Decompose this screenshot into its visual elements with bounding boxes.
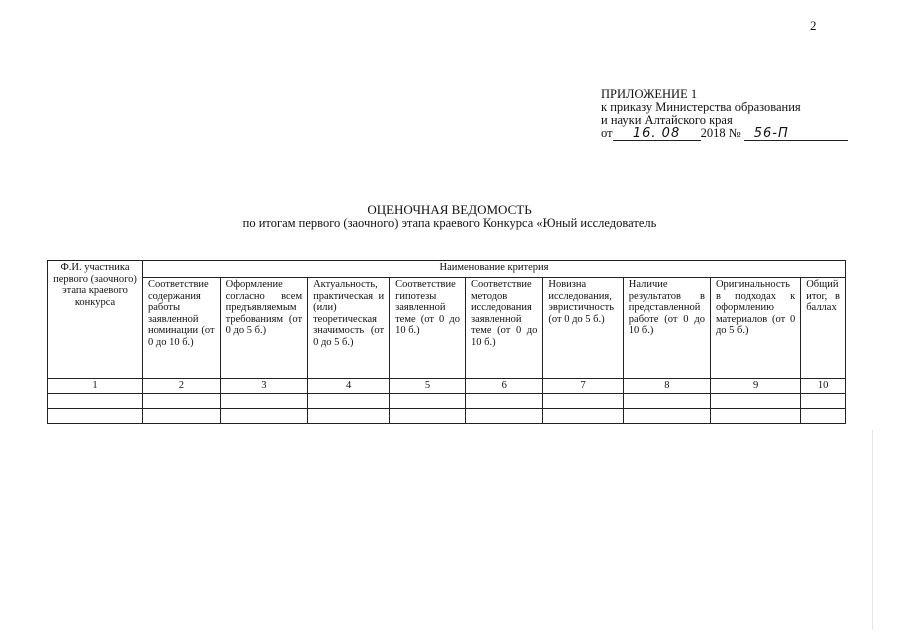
document-title: ОЦЕНОЧНАЯ ВЕДОМОСТЬ bbox=[367, 202, 532, 217]
criterion-cell: Новизна исследования, эвристичность (от 0 до 5 б.) bbox=[543, 278, 623, 379]
evaluation-table bbox=[47, 260, 846, 424]
fio-header: Ф.И. участника первого (заочного) этапа краевого конкурса bbox=[48, 261, 143, 379]
criterion-cell: Оформление согласно всем предъявляемым требованиям (от 0 до 5 б.) bbox=[220, 278, 307, 379]
empty-cell bbox=[48, 393, 143, 408]
empty-row bbox=[48, 408, 846, 423]
empty-cell bbox=[710, 393, 800, 408]
empty-cell bbox=[543, 393, 623, 408]
criterion-cell: Актуальность, практическая и (или) теоретическая значимость (от 0 до 5 б.) bbox=[308, 278, 390, 379]
appendix-title: ПРИЛОЖЕНИЕ 1 bbox=[601, 87, 698, 101]
empty-cell bbox=[466, 408, 543, 423]
order-line bbox=[601, 127, 848, 141]
criterion-cell: Соответствие методов исследования заявленной теме (от 0 до 10 б.) bbox=[466, 278, 543, 379]
empty-cell bbox=[220, 393, 307, 408]
empty-cell bbox=[308, 393, 390, 408]
empty-row bbox=[48, 393, 846, 408]
document-subtitle: по итогам первого (заочного) этапа краевого Конкурса «Юный исследователь bbox=[242, 216, 657, 230]
column-number: 5 bbox=[390, 379, 466, 394]
scan-artifact-line bbox=[872, 430, 873, 630]
from-label: от bbox=[601, 126, 613, 140]
empty-cell bbox=[390, 408, 466, 423]
column-number: 8 bbox=[623, 379, 710, 394]
handwritten-date: 16. 08 bbox=[613, 127, 701, 141]
handwritten-order-number: 56-П bbox=[744, 127, 848, 141]
column-number: 2 bbox=[143, 379, 221, 394]
column-number: 9 bbox=[710, 379, 800, 394]
empty-cell bbox=[623, 393, 710, 408]
criteria-row bbox=[48, 278, 846, 379]
criterion-cell: Общий итог, в баллах bbox=[801, 278, 846, 379]
empty-cell bbox=[801, 408, 846, 423]
empty-cell bbox=[220, 408, 307, 423]
empty-cell bbox=[308, 408, 390, 423]
empty-cell bbox=[390, 393, 466, 408]
column-number: 3 bbox=[220, 379, 307, 394]
criterion-cell: Соответствие гипотезы заявленной теме (от 0 до 10 б.) bbox=[390, 278, 466, 379]
column-number: 1 bbox=[48, 379, 143, 394]
column-number: 10 bbox=[801, 379, 846, 394]
criteria-header: Наименование критерия bbox=[143, 261, 846, 278]
empty-cell bbox=[143, 393, 221, 408]
empty-cell bbox=[801, 393, 846, 408]
appendix-line-1: к приказу Министерства образования bbox=[601, 100, 801, 114]
criterion-cell: Наличие результатов в представленной работе (от 0 до 10 б.) bbox=[623, 278, 710, 379]
column-number-row bbox=[48, 379, 846, 394]
page-number: 2 bbox=[810, 18, 817, 33]
column-number: 4 bbox=[308, 379, 390, 394]
empty-cell bbox=[623, 408, 710, 423]
year-label: 2018 № bbox=[700, 126, 741, 140]
criterion-cell: Соответствие содержания работы заявленной номинации (от 0 до 10 б.) bbox=[143, 278, 221, 379]
criterion-cell: Оригинальность в подходах к оформлению материалов (от 0 до 5 б.) bbox=[710, 278, 800, 379]
empty-cell bbox=[710, 408, 800, 423]
appendix-line-2: и науки Алтайского края bbox=[601, 113, 733, 127]
empty-cell bbox=[466, 393, 543, 408]
column-number: 6 bbox=[466, 379, 543, 394]
empty-cell bbox=[543, 408, 623, 423]
empty-cell bbox=[143, 408, 221, 423]
header-row bbox=[48, 261, 846, 278]
empty-cell bbox=[48, 408, 143, 423]
column-number: 7 bbox=[543, 379, 623, 394]
appendix-block bbox=[601, 88, 848, 141]
